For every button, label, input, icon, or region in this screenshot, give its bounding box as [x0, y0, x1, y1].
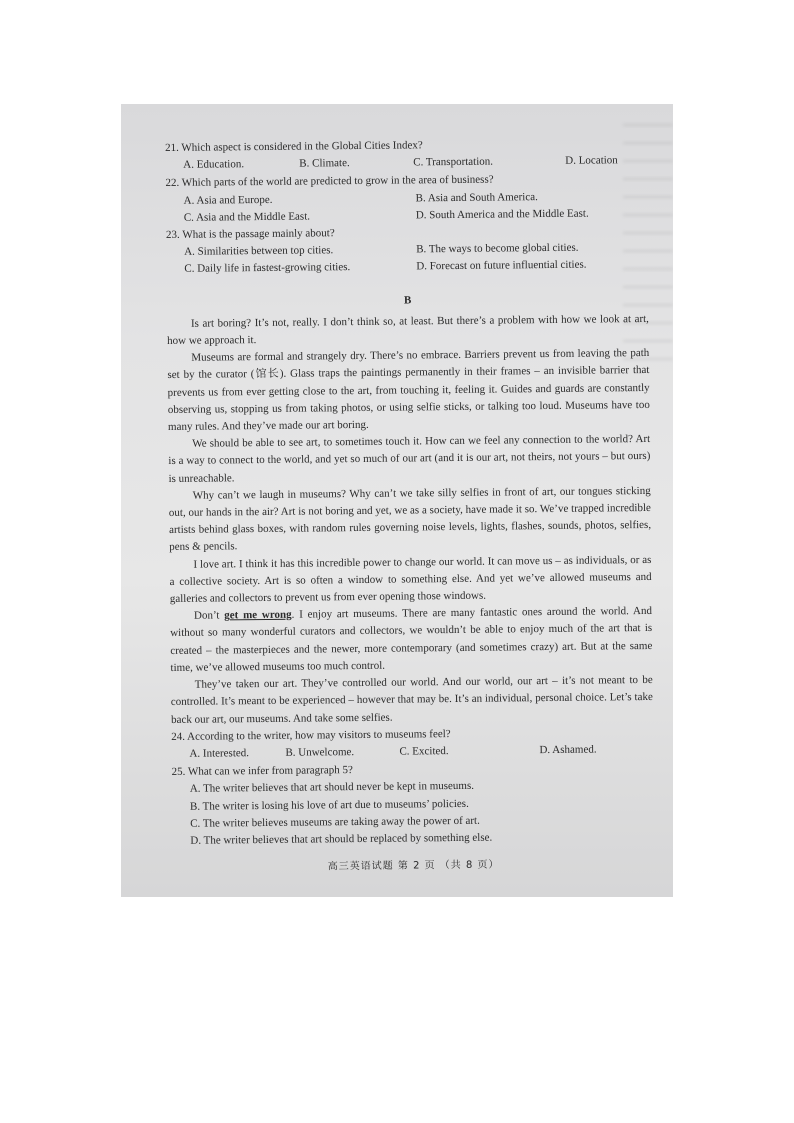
question-22-stem: 22. Which parts of the world are predicted to grow in the area of business? [165, 173, 494, 190]
question-22-option-c: C. Asia and the Middle East. [183, 210, 311, 224]
question-24-option-c: C. Excited. [399, 744, 449, 758]
question-21 [165, 135, 647, 174]
question-25-stem: 25. What can we infer from paragraph 5? [171, 764, 353, 779]
passage-paragraph-7: They’ve taken our art. They’ve controlled our world. And our world, our art – it’s not meant to be controlled. It’s meant to be experienced – however that may be. It’s an individual, personal choice. Let’s take back our art, our museums. And take some selfies. [170, 674, 653, 726]
question-23-option-d: D. Forecast on future influential cities. [416, 259, 587, 273]
question-24-option-d: D. Ashamed. [539, 743, 597, 757]
question-25-option-b: B. The writer is losing his love of art due to museums’ policies. [189, 797, 469, 813]
passage-paragraph-1: Is art boring? It’s not, really. I don’t think so, at least. But there’s a problem with how we look at art, how we approach it. [167, 312, 649, 348]
question-21-option-a: A. Education. [183, 158, 245, 172]
question-23-option-b: B. The ways to become global cities. [416, 241, 579, 256]
passage-paragraph-5: I love art. I think it has this incredible power to change our world. It can move us – as individuals, or as a collective society. Art is so often a window to something else. And yet we’ve allowed museums and galleries and collectors to prevent us from ever opening those windows. [169, 553, 652, 606]
question-22 [165, 170, 648, 227]
question-24-stem: 24. According to the writer, how may visitors to museums feel? [171, 727, 451, 743]
passage-paragraph-2: Museums are formal and strangely dry. There’s no embrace. Barriers prevent us from leaving the path set by the curator (馆长). Glass traps the paintings permanently in their frames – an invisible barrier that prevents us from ever getting close to the art, from touching it, feeling it. Guides and guards are constantly observing us, stopping us from taking photos, or using selfie sticks, or talking too loud. Museums have too many rules. And they’ve made our art boring. [167, 347, 650, 434]
question-24 [171, 724, 653, 763]
section-b-heading: B [403, 294, 412, 307]
question-24-option-b: B. Unwelcome. [285, 745, 355, 759]
page-footer: 高三英语试题 第 2 页 （共 8 页） [327, 859, 500, 873]
question-21-option-d: D. Location [565, 154, 618, 168]
question-23-stem: 23. What is the passage mainly about? [165, 227, 335, 242]
exam-sheet [165, 135, 655, 877]
question-25-option-c: C. The writer believes museums are taking away the power of art. [190, 814, 480, 830]
question-24-option-a: A. Interested. [189, 747, 250, 760]
passage-paragraph-6 [170, 603, 653, 677]
question-22-option-b: B. Asia and South America. [415, 190, 538, 204]
question-23-option-c: C. Daily life in fastest-growing cities. [184, 261, 351, 276]
passage-paragraph-3: We should be able to see art, to sometimes touch it. How can we feel any connection to the world? Art is a way to connect to the world, and yet so much of our art (and it is our art, not theirs, not yours – but ours) is unreachable. [168, 433, 651, 485]
question-25-option-d: D. The writer believes that art should be replaced by something else. [190, 831, 493, 847]
question-22-option-a: A. Asia and Europe. [183, 193, 273, 207]
exam-page-photo [121, 104, 673, 897]
question-25-option-a: A. The writer believes that art should never be kept in museums. [189, 780, 475, 796]
passage-b [167, 311, 653, 729]
question-25 [172, 759, 655, 850]
question-21-option-b: B. Climate. [299, 157, 350, 170]
underlined-phrase: get me wrong [224, 608, 292, 622]
question-23 [166, 222, 649, 279]
question-23-option-a: A. Similarities between top cities. [184, 244, 334, 259]
question-22-option-d: D. South America and the Middle East. [415, 207, 589, 222]
question-21-stem: 21. Which aspect is considered in the Global Cities Index? [165, 139, 423, 154]
question-21-option-c: C. Transportation. [413, 155, 494, 169]
passage-paragraph-4: Why can’t we laugh in museums? Why can’t we take silly selfies in front of art, our tongues sticking out, our hands in the air? Art is not boring and yet, we as a society, have made it so. We’ve trapped incredible artists behind glass boxes, with random rules governing noise levels, lights, flashes, sounds, photos, selfies, pens & pencils. [168, 484, 652, 554]
paragraph-6-start: Don’t [193, 609, 225, 623]
paragraph-6-rest: . I enjoy art museums. There are many fantastic ones around the world. And without so many wonderful curators and collectors, we wouldn’t be able to enjoy much of the art that is created – the masterpieces and the newer, more contemporary (and sometimes crazy) art. But at the same time, we’ve allowed museums too much control. [170, 605, 653, 674]
